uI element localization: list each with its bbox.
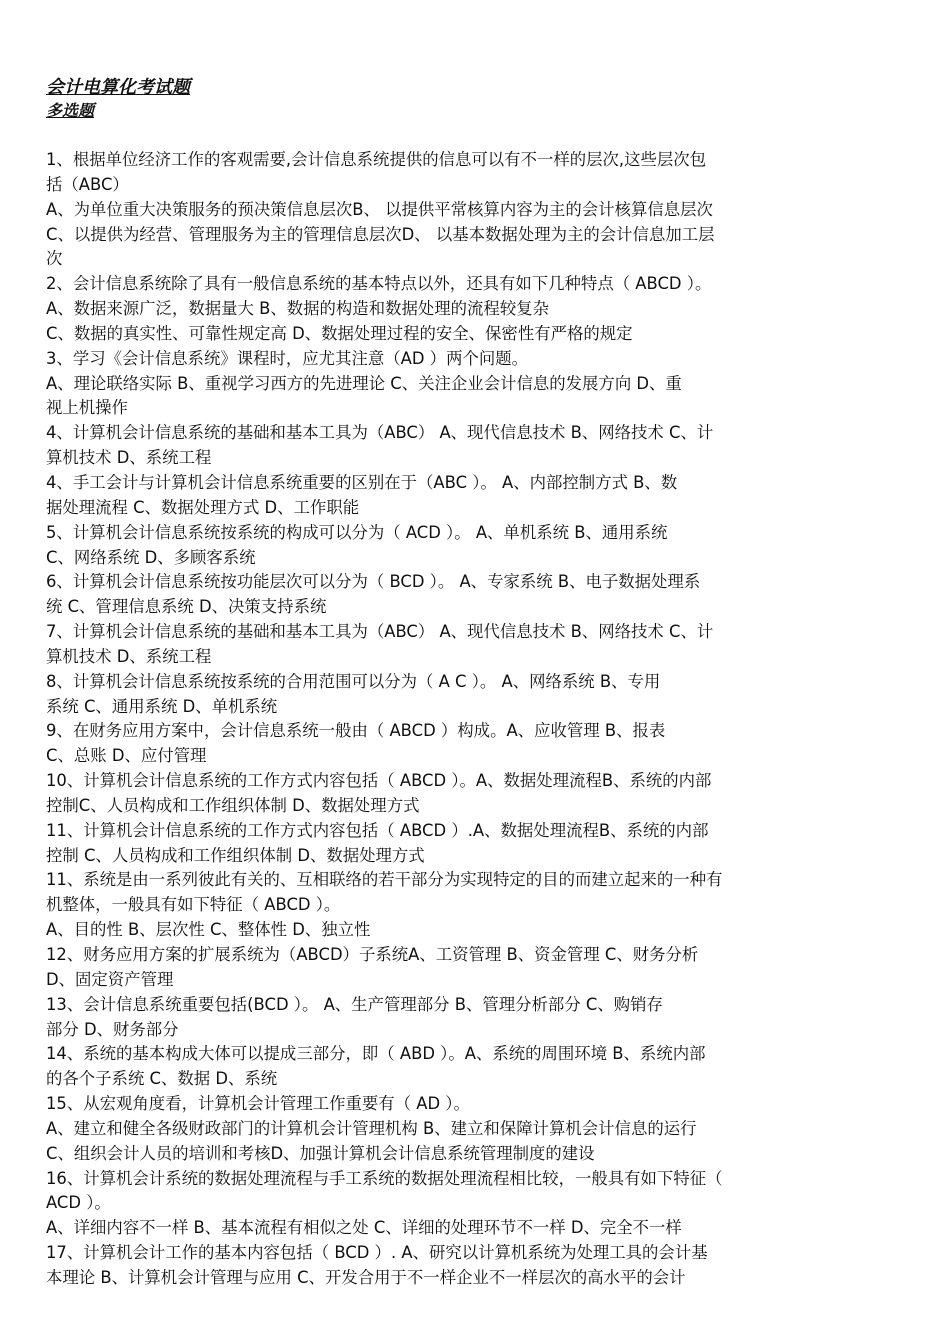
- text-line: 机整体，一般具有如下特征（ ABCD ）。: [46, 895, 341, 915]
- text-line: 1、根据单位经济工作的客观需要,会计信息系统提供的信息可以有不一样的层次,这些层次包: [46, 150, 707, 169]
- document-page: [46, 76, 908, 1291]
- text-line: 统 C、管理信息系统 D、决策支持系统: [46, 597, 327, 617]
- text-line: 12、财务应用方案的扩展系统为（ABCD）子系统A、工资管理 B、资金管理 C、财务分析: [46, 945, 699, 964]
- text-line: 4、手工会计与计算机会计信息系统重要的区别在于（ABC ）。 A、内部控制方式 B、数: [46, 472, 678, 492]
- text-line: 控制 C、人员构成和工作组织体制 D、数据处理方式: [46, 845, 425, 865]
- text-line: 6、计算机会计信息系统按功能层次可以分为（ BCD ）。 A、专家系统 B、电子数据处理系: [46, 572, 701, 592]
- text-line: C、总账 D、应付管理: [46, 746, 207, 766]
- text-line: A、数据来源广泛，数据量大 B、数据的构造和数据处理的流程较复杂: [46, 299, 549, 319]
- text-line: 11、计算机会计信息系统的工作方式内容包括（ ABCD ）.A、数据处理流程B、系统的内部: [46, 820, 709, 840]
- text-line: D、固定资产管理: [46, 969, 174, 989]
- text-line: 据处理流程 C、数据处理方式 D、工作职能: [46, 497, 360, 517]
- text-line: A、理论联络实际 B、重视学习西方的先进理论 C、关注企业会计信息的发展方向 D、重: [46, 373, 682, 393]
- text-line: 7、计算机会计信息系统的基础和基本工具为（ABC） A、现代信息技术 B、网络技术 C、计: [46, 622, 714, 642]
- text-line: 9、在财务应用方案中，会计信息系统一般由（ ABCD ）构成。A、应收管理 B、报表: [46, 721, 666, 741]
- text-line: 5、计算机会计信息系统按系统的构成可以分为（ ACD ）。 A、单机系统 B、通用系统: [46, 522, 668, 542]
- document-title: 会计电算化考试题: [46, 77, 190, 98]
- text-line: ACD ）。: [46, 1193, 111, 1213]
- text-line: 本理论 B、计算机会计管理与应用 C、开发合用于不一样企业不一样层次的高水平的会计: [46, 1267, 686, 1287]
- text-line: 16、计算机会计系统的数据处理流程与手工系统的数据处理流程相比较，一般具有如下特征（: [46, 1168, 723, 1188]
- text-line: A、为单位重大决策服务的预决策信息层次B、 以提供平常核算内容为主的会计核算信息层次: [46, 199, 713, 219]
- text-line: 13、会计信息系统重要包括(BCD ）。 A、生产管理部分 B、管理分析部分 C、购销存: [46, 994, 663, 1014]
- text-line: 括（ABC）: [46, 174, 129, 194]
- text-line: 次: [46, 249, 63, 269]
- text-line: 控制C、人员构成和工作组织体制 D、数据处理方式: [46, 795, 420, 815]
- text-line: 部分 D、财务部分: [46, 1019, 179, 1039]
- text-line: 系统 C、通用系统 D、单机系统: [46, 696, 278, 716]
- text-line: A、建立和健全各级财政部门的计算机会计管理机构 B、建立和保障计算机会计信息的运行: [46, 1118, 697, 1138]
- text-line: 10、计算机会计信息系统的工作方式内容包括（ ABCD ）。A、数据处理流程B、系统的内部: [46, 771, 712, 791]
- section-heading: 多选题: [46, 101, 95, 120]
- text-line: C、数据的真实性、可靠性规定高 D、数据处理过程的安全、保密性有严格的规定: [46, 323, 633, 343]
- text-line: 4、计算机会计信息系统的基础和基本工具为（ABC） A、现代信息技术 B、网络技术 C、计: [46, 423, 714, 443]
- text-line: A、详细内容不一样 B、基本流程有相似之处 C、详细的处理环节不一样 D、完全不一样: [46, 1218, 682, 1238]
- text-line: 17、计算机会计工作的基本内容包括（ BCD ）. A、研究以计算机系统为处理工具的会计基: [46, 1243, 708, 1263]
- text-line: 14、系统的基本构成大体可以提成三部分，即（ ABD ）。A、系统的周围环境 B、系统内部: [46, 1044, 706, 1064]
- text-line: A、目的性 B、层次性 C、整体性 D、独立性: [46, 920, 371, 940]
- text-line: 视上机操作: [46, 398, 128, 418]
- text-line: 算机技术 D、系统工程: [46, 448, 212, 468]
- text-line: 算机技术 D、系统工程: [46, 646, 212, 666]
- text-line: C、网络系统 D、多顾客系统: [46, 547, 256, 567]
- text-line: 15、从宏观角度看，计算机会计管理工作重要有（ AD ）。: [46, 1094, 470, 1114]
- text-line: C、以提供为经营、管理服务为主的管理信息层次D、 以基本数据处理为主的会计信息加工层: [46, 224, 715, 244]
- text-line: 的各个子系统 C、数据 D、系统: [46, 1069, 278, 1089]
- text-line: 11、系统是由一系列彼此有关的、互相联络的若干部分为实现特定的目的而建立起来的一种有: [46, 870, 723, 890]
- text-line: 8、计算机会计信息系统按系统的合用范围可以分为（ A C ）。 A、网络系统 B、专用: [46, 671, 661, 691]
- text-line: 3、学习《会计信息系统》课程时，应尤其注意（AD ）两个问题。: [46, 348, 529, 368]
- document-body: [46, 148, 908, 1291]
- text-line: 2、会计信息系统除了具有一般信息系统的基本特点以外，还具有如下几种特点（ ABCD ）。: [46, 274, 712, 294]
- text-line: C、组织会计人员的培训和考核D、加强计算机会计信息系统管理制度的建设: [46, 1143, 595, 1163]
